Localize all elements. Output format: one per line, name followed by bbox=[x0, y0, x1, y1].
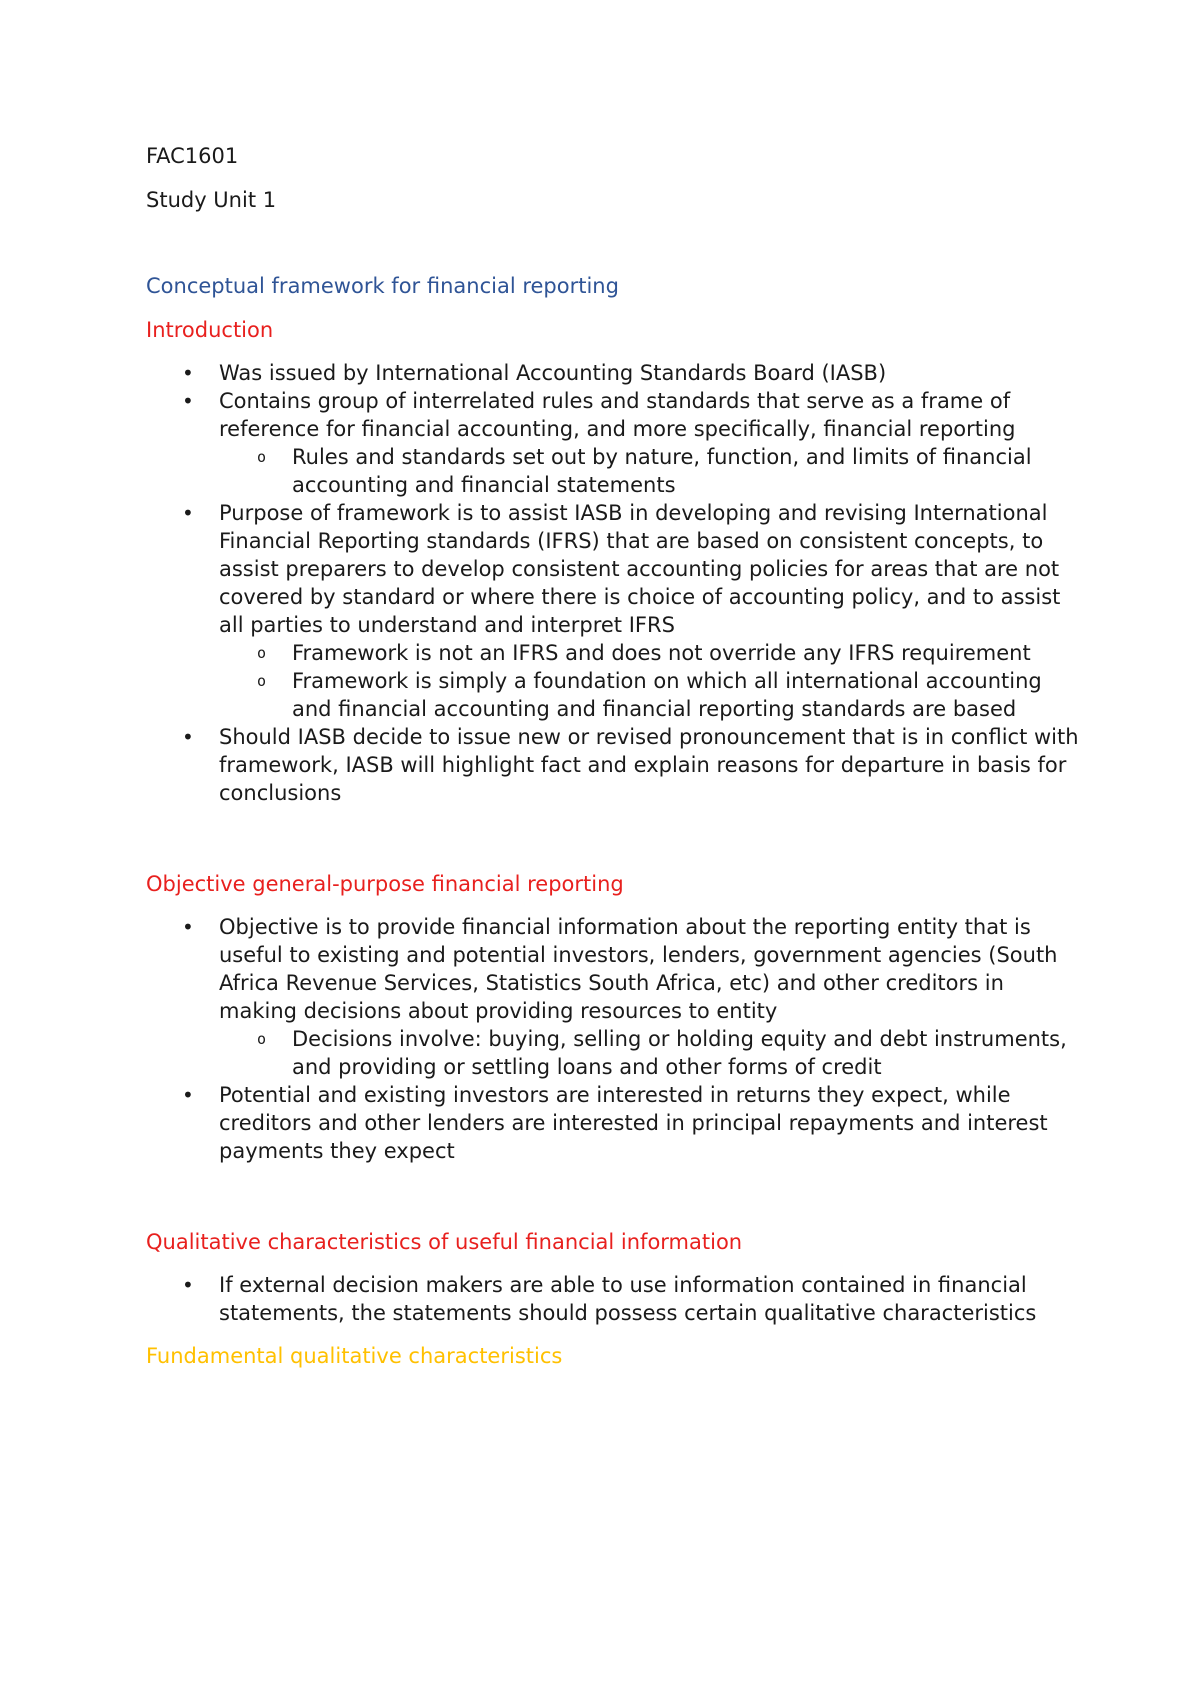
list-item-text: Objective is to provide financial information about the reporting entity that is useful to existing and potential investors, lenders, government agencies (South Africa Revenue Services, Statistics South Africa, etc) and other creditors in making decisions about providing resources to entity bbox=[219, 915, 1058, 1023]
sub-list-item-text: Framework is simply a foundation on which all international accounting and financial accounting and financial reporting standards are based bbox=[292, 669, 1042, 721]
list-item-text: Was issued by International Accounting Standards Board (IASB) bbox=[219, 361, 887, 385]
list-item bbox=[146, 723, 1086, 807]
heading-qualitative: Qualitative characteristics of useful financial information bbox=[146, 1230, 743, 1254]
introduction-list bbox=[146, 359, 1086, 807]
bullet-icon: • bbox=[182, 501, 194, 525]
heading-introduction: Introduction bbox=[146, 318, 274, 342]
list-item-text: Should IASB decide to issue new or revised pronouncement that is in conflict with framework, IASB will highlight fact and explain reasons for departure in basis for conclusions bbox=[219, 725, 1079, 805]
bullet-icon: • bbox=[182, 1083, 194, 1107]
sub-list-item bbox=[146, 639, 1086, 667]
sub-list-item bbox=[146, 667, 1086, 723]
list-item bbox=[146, 1271, 1086, 1327]
list-item-text: Purpose of framework is to assist IASB in developing and revising International Financial Reporting standards (IFRS) that are based on consistent concepts, to assist preparers to develop consistent accounting policies for areas that are not covered by standard or where there is choice of accounting policy, and to assist all parties to understand and interpret IFRS bbox=[219, 501, 1061, 637]
objective-list bbox=[146, 913, 1086, 1165]
list-item bbox=[146, 387, 1086, 499]
sub-list bbox=[219, 1025, 1086, 1081]
sub-list bbox=[219, 443, 1086, 499]
heading-objective: Objective general-purpose financial reporting bbox=[146, 872, 624, 896]
bullet-icon: • bbox=[182, 725, 194, 749]
list-item bbox=[146, 1081, 1086, 1165]
list-item-text: If external decision makers are able to use information contained in financial statements, the statements should possess certain qualitative characteristics bbox=[219, 1273, 1037, 1325]
sub-list-item bbox=[146, 1025, 1086, 1081]
bullet-icon: • bbox=[182, 389, 194, 413]
list-item-text: Contains group of interrelated rules and standards that serve as a frame of reference for financial accounting, and more specifically, financial reporting bbox=[219, 389, 1016, 441]
sub-bullet-icon: o bbox=[257, 1030, 267, 1048]
study-unit-label: Study Unit 1 bbox=[146, 188, 277, 212]
sub-list-item-text: Rules and standards set out by nature, function, and limits of financial accounting and financial statements bbox=[292, 445, 1032, 497]
main-heading: Conceptual framework for financial reporting bbox=[146, 274, 619, 298]
sub-list bbox=[219, 639, 1086, 723]
bullet-icon: • bbox=[182, 1273, 194, 1297]
sub-bullet-icon: o bbox=[257, 672, 267, 690]
sub-list-item-text: Framework is not an IFRS and does not override any IFRS requirement bbox=[292, 641, 1031, 665]
qualitative-list bbox=[146, 1271, 1086, 1327]
course-code: FAC1601 bbox=[146, 144, 239, 168]
sub-bullet-icon: o bbox=[257, 644, 267, 662]
list-item bbox=[146, 499, 1086, 723]
bullet-icon: • bbox=[182, 361, 194, 385]
sub-list-item bbox=[146, 443, 1086, 499]
heading-fundamental: Fundamental qualitative characteristics bbox=[146, 1344, 563, 1368]
document-body bbox=[146, 142, 1086, 1370]
sub-bullet-icon: o bbox=[257, 448, 267, 466]
list-item bbox=[146, 913, 1086, 1081]
sub-list-item-text: Decisions involve: buying, selling or holding equity and debt instruments, and providing or settling loans and other forms of credit bbox=[292, 1027, 1067, 1079]
list-item bbox=[146, 359, 1086, 387]
bullet-icon: • bbox=[182, 915, 194, 939]
list-item-text: Potential and existing investors are interested in returns they expect, while creditors and other lenders are interested in principal repayments and interest payments they expect bbox=[219, 1083, 1048, 1163]
